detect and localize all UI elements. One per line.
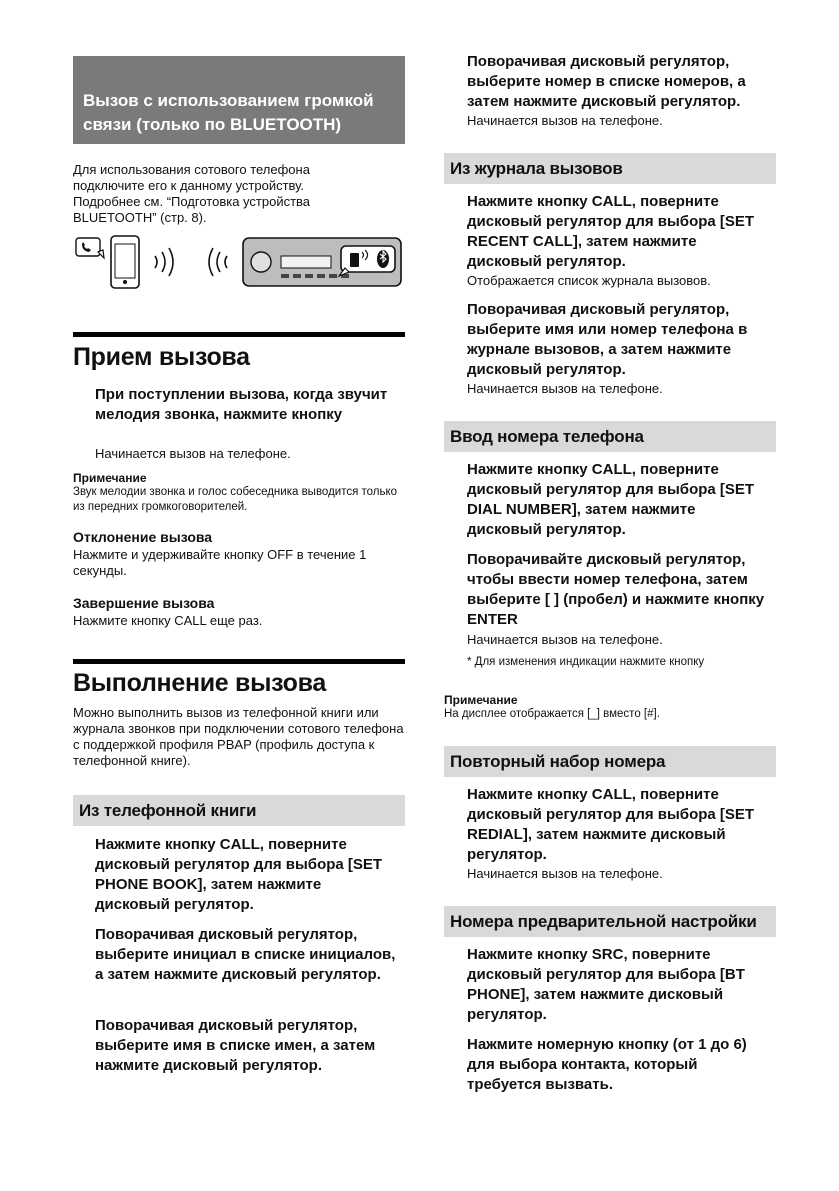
make-call-intro: Можно выполнить вызов из телефонной книги или журнала звонков при подключении сотового телефона с поддержкой профиля PBAP (профиль доступа к телефонной книге). xyxy=(73,705,404,768)
smartphone-icon xyxy=(111,236,139,288)
preset-step-2: Нажмите номерную кнопку (от 1 до 6) для выбора контакта, который требуется вызвать. xyxy=(467,1036,747,1093)
phonebook-step-3: Поворачивая дисковый регулятор, выберите имя в списке имен, а затем нажмите дисковый регулятор. xyxy=(95,1017,376,1074)
phonebook-step-1: Нажмите кнопку CALL, поверните дисковый регулятор для выбора [SET PHONE BOOK], затем нажмите дисковый регулятор. xyxy=(95,836,383,913)
history-result-2: Начинается вызов на телефоне. xyxy=(467,381,663,396)
signal-waves-icon xyxy=(155,248,227,276)
receive-step: При поступлении вызова, когда звучит мелодия звонка, нажмите кнопку xyxy=(95,386,388,423)
section-rule xyxy=(73,659,405,664)
preset-step-1: Нажмите кнопку SRC, поверните дисковый регулятор для выбора [BT PHONE], затем нажмите дисковый регулятор. xyxy=(467,946,745,1023)
intro-text: Для использования сотового телефона подключите его к данному устройству. Подробнее см. “Подготовка устройства BLUETOOTH” (стр. 8). xyxy=(73,162,311,225)
phonebook-step-2: Поворачивая дисковый регулятор, выберите инициал в списке инициалов, а затем нажмите дисковый регулятор. xyxy=(95,926,396,983)
end-call-text: Нажмите кнопку CALL еще раз. xyxy=(73,613,263,628)
preset-numbers-bar: Номера предварительной настройки xyxy=(444,906,776,937)
dial-step-2: Поворачивайте дисковый регулятор, чтобы ввести номер телефона, затем выберите [ ] (пробел) и нажмите кнопку ENTER xyxy=(467,551,765,628)
dial-footnote: * Для изменения индикации нажмите кнопку xyxy=(467,656,705,668)
redial-result: Начинается вызов на телефоне. xyxy=(467,866,663,881)
history-step-2: Поворачивая дисковый регулятор, выберите имя или номер телефона в журнале вызовов, а затем нажмите дисковый регулятор. xyxy=(467,301,748,378)
redial-bar: Повторный набор номера xyxy=(444,746,776,777)
dial-note: На дисплее отображается [_] вместо [#]. xyxy=(444,708,660,720)
end-call-heading: Завершение вызова xyxy=(73,595,215,611)
receive-result: Начинается вызов на телефоне. xyxy=(95,446,291,461)
reject-call-heading: Отклонение вызова xyxy=(73,529,213,545)
receive-note-heading: Примечание xyxy=(73,471,147,485)
bluetooth-connection-illustration xyxy=(73,232,405,294)
dial-number-bar: Ввод номера телефона xyxy=(444,421,776,452)
dial-note-heading: Примечание xyxy=(444,693,518,707)
handsfree-banner: Вызов с использованием громкой связи (только по BLUETOOTH) xyxy=(73,56,405,144)
make-call-title: Выполнение вызова xyxy=(73,669,326,697)
car-stereo-icon xyxy=(243,238,401,286)
dial-step-1: Нажмите кнопку CALL, поверните дисковый регулятор для выбора [SET DIAL NUMBER], затем нажмите дисковый регулятор. xyxy=(467,461,755,538)
dial-result: Начинается вызов на телефоне. xyxy=(467,632,663,647)
history-result-1: Отображается список журнала вызовов. xyxy=(467,273,711,288)
phonebook-result: Начинается вызов на телефоне. xyxy=(467,113,663,128)
phonebook-bar: Из телефонной книги xyxy=(73,795,405,826)
history-step-1: Нажмите кнопку CALL, поверните дисковый регулятор для выбора [SET RECENT CALL], затем нажмите дисковый регулятор. xyxy=(467,193,755,270)
reject-call-text: Нажмите и удерживайте кнопку OFF в течение 1 секунды. xyxy=(73,547,367,578)
redial-step: Нажмите кнопку CALL, поверните дисковый регулятор для выбора [SET REDIAL], затем нажмите дисковый регулятор. xyxy=(467,786,755,863)
receive-call-title: Прием вызова xyxy=(73,343,250,371)
call-history-bar: Из журнала вызовов xyxy=(444,153,776,184)
section-rule xyxy=(73,332,405,337)
receive-note: Звук мелодии звонка и голос собеседника выводится только из передних громкоговорителей. xyxy=(73,486,398,513)
phone-call-icon xyxy=(76,238,104,258)
phonebook-step-4: Поворачивая дисковый регулятор, выберите номер в списке номеров, а затем нажмите дисковый регулятор. xyxy=(467,53,746,110)
